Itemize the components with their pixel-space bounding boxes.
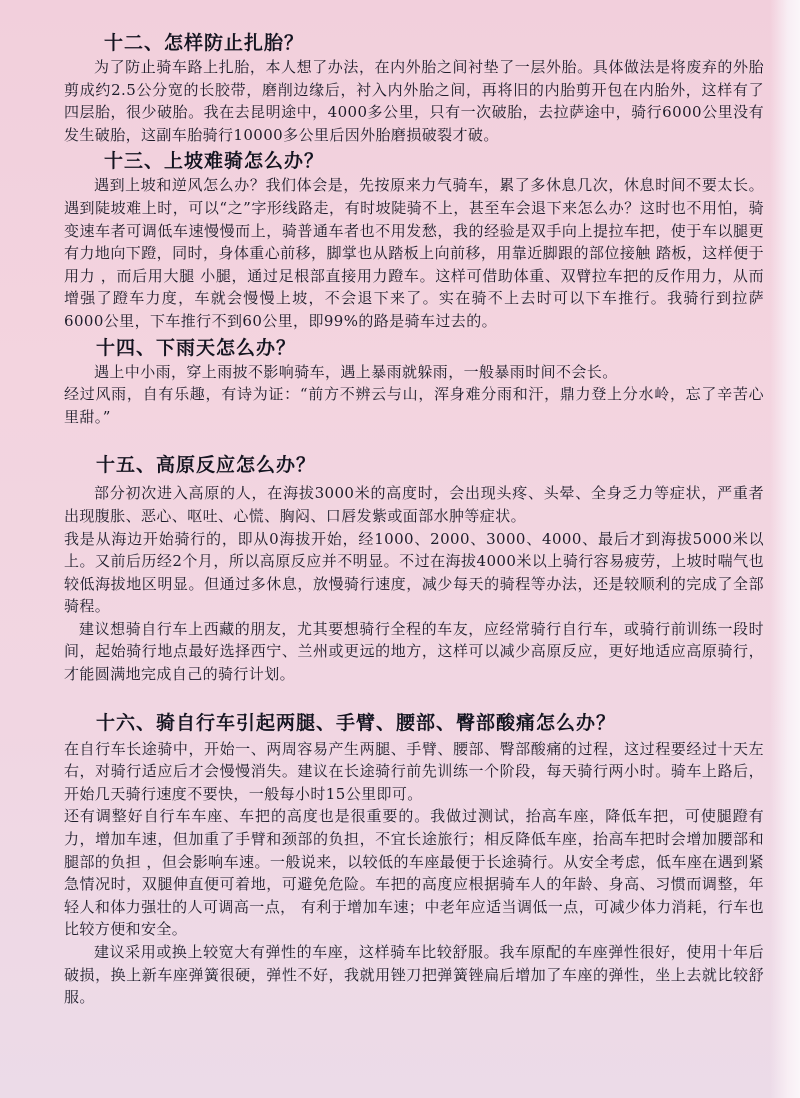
paragraph: 遇到上坡和逆风怎么办？我们体会是，先按原来力气骑车，累了多休息几次，休息时间不要太长。遇到陡坡难上时，可以“之”字形线路走，有时坡陡骑不上，甚至车会退下来怎么办？这时也不用怕，骑变速车者可调低车速慢慢而上，骑普通车者也不用发愁，我的经验是双手向上提拉车把，使于车以腿更有力地向下蹬，同时，身体重心前移，脚掌也从踏板上向前移，用靠近脚跟的部位接触 踏板，这样便于用力 ，而后用大腿 小腿，通过足根部直接用力蹬车。这样可借助体重、双臂拉车把的反作用力，从而增强了蹬车力度，车就会慢慢上坡，不会退下来了。实在骑不上去时可以下车推行。我骑行到拉萨6000公里，下车推行不到60公里，即99%的路是骑车过去的。 (64, 176, 764, 330)
paragraph: 在自行车长途骑中，开始一、两周容易产生两腿、手臂、腰部、臀部酸痛的过程，这过程要经过十天左右，对骑行适应后才会慢慢消失。建议在长途骑行前先训练一个阶段，每天骑行两小时。骑车上路后，开始几天骑行速度不要快，一般每小时15公里即可。 (64, 739, 764, 803)
section-12 (64, 30, 764, 146)
section-14 (64, 335, 764, 429)
section-title: 十四、下雨天怎么办？ (96, 336, 297, 359)
section-13 (64, 148, 764, 332)
section-title: 十五、高原反应怎么办？ (96, 454, 317, 477)
paragraph: 部分初次进入高原的人，在海拔3000米的高度时，会出现头疼、头晕、全身乏力等症状，严重者出现腹胀、恶心、呕吐、心慌、胸闷、口唇发紫或面部水肿等症状。 (64, 484, 764, 525)
document-page (64, 30, 764, 1009)
paragraph: 为了防止骑车路上扎胎，本人想了办法，在内外胎之间衬垫了一层外胎。具体做法是将废弃的外胎剪成约2.5公分宽的长胶带，磨削边缘后，衬入内外胎之间，再将旧的内胎剪开包在内胎外，这样有了四层胎，很少破胎。我在去昆明途中，4000多公里，只有一次破胎，去拉萨途中，骑行6000公里没有发生破胎，这副车胎骑行10000多公里后因外胎磨损破裂才破。 (64, 58, 764, 144)
paragraph: 经过风雨，自有乐趣，有诗为证：“前方不辨云与山，浑身难分雨和汗，鼎力登上分水岭，忘了辛苦心里甜。” (64, 385, 764, 426)
paragraph: 还有调整好自行车车座、车把的高度也是很重要的。我做过测试，抬高车座，降低车把，可使腿蹬有力，增加车速，但加重了手臂和颈部的负担，不宜长途旅行；相反降低车座，抬高车把时会增加腰部和腿部的负担 ，但会影响车速。一般说来，以较低的车座最便于长途骑行。从安全考虑，低车座在遇到紧急情况时，双腿伸直便可着地，可避免危险。车把的高度应根据骑车人的年龄、身高、习惯而调整，年轻人和体力强壮的人可调高一点， 有利于增加车速；中老年应适当调低一点，可减少体力消耗，行车也比较方便和安全。 (64, 807, 764, 939)
section-title: 十六、骑自行车引起两腿、手臂、腰部、臀部酸痛怎么办？ (96, 711, 617, 734)
section-title: 十二、怎样防止扎胎？ (104, 32, 305, 54)
paragraph: 我是从海边开始骑行的，即从0海拔开始，经1000、2000、3000、4000、最后才到海拔5000米以上。又前后历经2个月，所以高原反应并不明显。不过在海拔4000米以上骑行容易疲劳，上坡时喘气也较低海拔地区明显。但通过多休息，放慢骑行速度，减少每天的骑程等办法，还是较顺利的完成了全部骑程。 (64, 529, 764, 616)
paragraph: 遇上中小雨，穿上雨披不影响骑车，遇上暴雨就躲雨，一般暴雨时间不会长。 (94, 362, 618, 381)
paragraph: 建议采用或换上较宽大有弹性的车座，这样骑车比较舒服。我车原配的车座弹性很好，使用十年后破损，换上新车座弹簧很硬，弹性不好，我就用锉刀把弹簧锉扁后增加了车座的弹性，坐上去就比较舒服。 (64, 943, 764, 1007)
paragraph: 建议想骑自行车上西藏的朋友，尤其要想骑行全程的车友，应经常骑行自行车，或骑行前训练一段时间，起始骑行地点最好选择西宁、兰州或更远的地方，这样可以减少高原反应，更好地适应高原骑行，才能圆满地完成自己的骑行计划。 (64, 619, 764, 684)
section-title: 十三、上坡难骑怎么办？ (104, 150, 325, 173)
section-16 (64, 710, 764, 1009)
scan-edge (770, 0, 800, 1098)
section-15 (64, 452, 764, 685)
